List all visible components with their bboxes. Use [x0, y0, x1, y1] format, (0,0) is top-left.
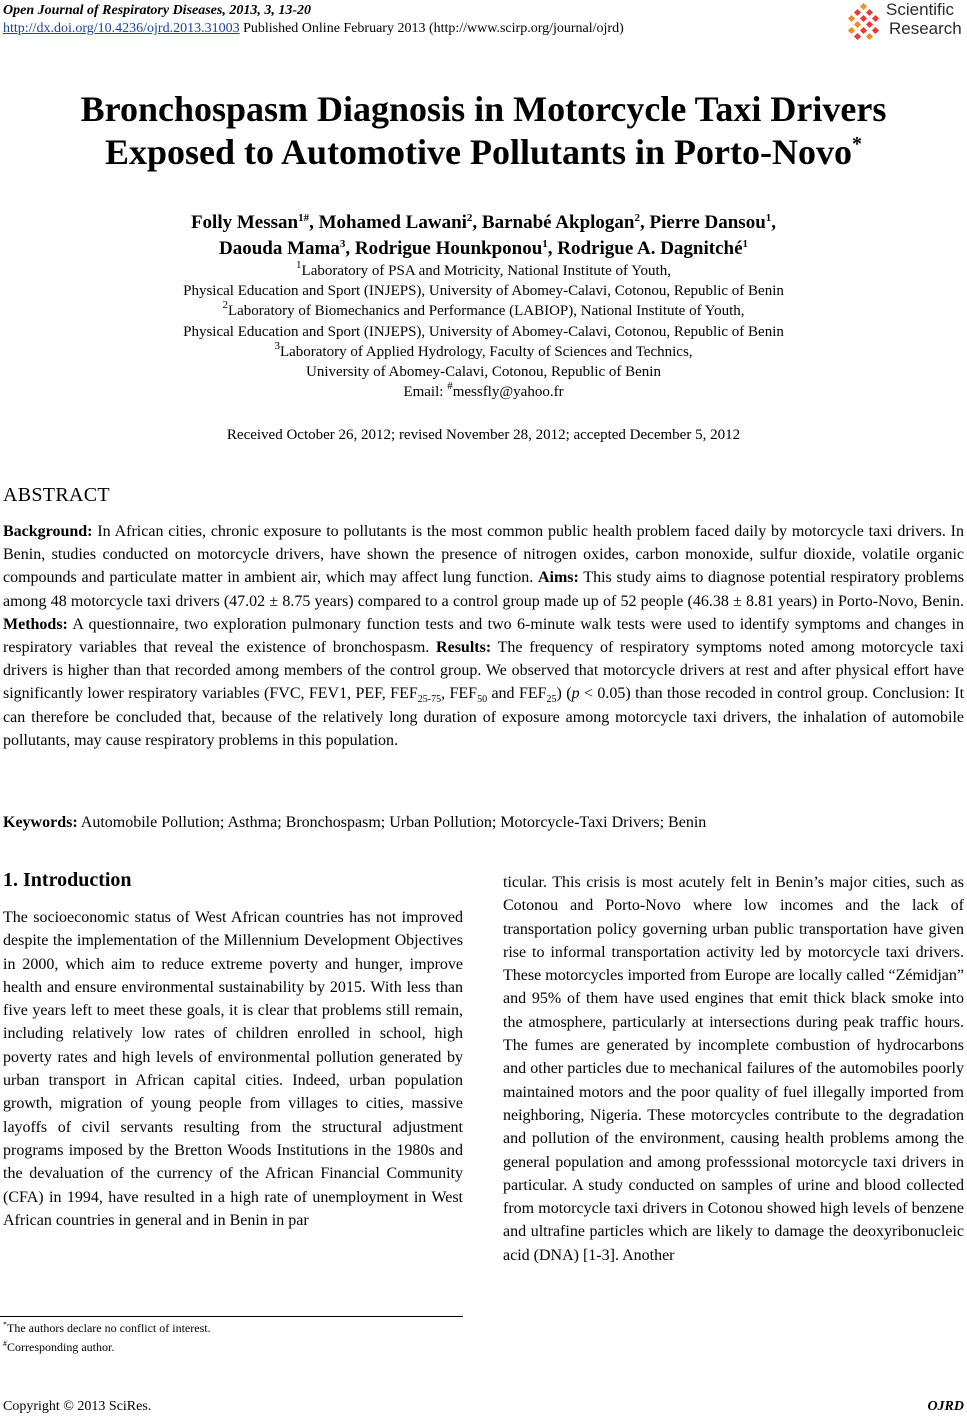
publisher-logo	[846, 0, 967, 42]
right-column-text: ticular. This crisis is most acutely felt in Benin’s major cities, such as Cotonou and Porto-Novo where low incomes and the lack of transportation policy governing urban public transportation have given rise to informal transportation activity led by motorcycle taxi drivers. These motorcycles imported from Europe are locally called “Zémidjan” and 95% of them have used engines that emit thick black smoke into the atmosphere, particularly at intersections during peak traffic hours. The fumes are generated by incomplete combustion of hydrocarbons and other particles due to mechanical failures of the automobiles poorly maintained motors and the poor quality of fuel illegally imported from neighboring, Nigeria. These motorcycles contribute to the degradation and pollution of the environment, causing health problems among the general population and among professsional motorcycle taxi drivers in particular. A study conducted on samples of urine and blood collected from motorcycle taxi drivers in Cotonou showed high levels of benzene and ultrafine particles which are likely to damage the deoxyribonucleic acid (DNA) [1-3]. Another	[503, 874, 964, 1264]
affiliation-1-cont: Physical Education and Sport (INJEPS), University of Abomey-Calavi, Cotonou, Republic of Benin	[183, 283, 784, 300]
author-line-2: Daouda Mama$^3$, Rodrigue Hounkponou$^1$, Rodrigue A. Dagnitché$^1$	[218, 238, 749, 259]
affiliation-2-cont: Physical Education and Sport (INJEPS), University of Abomey-Calavi, Cotonou, Republic of Benin	[183, 323, 784, 340]
footnote-1: *The authors declare no conflict of interest.	[3, 1320, 211, 1335]
paper-title	[0, 88, 967, 174]
footnote-divider	[0, 1316, 463, 1317]
journal-name: Open Journal of Respiratory Diseases	[3, 3, 223, 18]
journal-abbreviation: OJRD	[927, 1399, 964, 1414]
published-info: Published Online February 2013 (http://www.scirp.org/journal/ojrd)	[239, 21, 624, 36]
logo-icon	[846, 2, 882, 40]
affiliation-3: $^3$Laboratory of Applied Hydrology, Faculty of Sciences and Technics,	[274, 339, 693, 360]
email-address[interactable]: messfly@yahoo.fr	[452, 384, 564, 401]
logo-square	[860, 15, 867, 22]
volume-info: , 2013, 3, 13-20	[222, 3, 312, 18]
logo-line1: Scientific	[886, 0, 955, 19]
affiliations	[0, 261, 967, 402]
logo-square	[872, 27, 879, 34]
email-line: Email: #messfly@yahoo.fr	[403, 380, 564, 401]
publication-line	[3, 20, 624, 37]
logo-square	[854, 21, 861, 28]
abstract-heading: ABSTRACT	[3, 484, 110, 506]
footnote-2: #Corresponding author.	[3, 1339, 115, 1354]
title-line-1: Bronchospasm Diagnosis in Motorcycle Taxi Drivers	[80, 89, 887, 129]
logo-square	[866, 21, 873, 28]
logo-square	[848, 15, 855, 22]
affiliation-2: $^2$Laboratory of Biomechanics and Performance (LABIOP), National Institute of Youth,	[222, 299, 745, 320]
logo-line2: Research	[889, 19, 962, 38]
logo-square	[866, 9, 873, 16]
logo-square	[860, 27, 867, 34]
title-line-2: Exposed to Automotive Pollutants in Porto-Novo*	[105, 132, 862, 172]
logo-square	[860, 3, 867, 10]
logo-square	[848, 27, 855, 34]
journal-header	[3, 2, 311, 19]
logo-square	[866, 33, 873, 40]
logo-square	[854, 33, 861, 40]
title-footnote-mark: *	[852, 133, 862, 155]
author-line-1: Folly Messan$^{1\#}$, Mohamed Lawani$^2$, Barnabé Akplogan$^2$, Pierre Dansou$^1$,	[190, 212, 777, 233]
author-list	[0, 210, 967, 262]
affiliation-1: $^1$Laboratory of PSA and Motricity, National Institute of Youth,	[296, 259, 671, 279]
left-column-text: The socioeconomic status of West African countries has not improved despite the implementation of the Millennium Development Objectives in 2000, which aim to reduce extreme poverty and hunger, improve health and ensure environmental sustainability by 2015. With less than five years left to meet these goals, it is clear that problems still remain, including relatively low rates of children enrolled in school, high poverty rates and high levels of environmental pollution generated by urban transport in African capital cities. Indeed, urban population growth, migration of young people from villages to cities, massive layoffs of civil servants resulting from the structural adjustment programs imposed by the Bretton Woods Institutions in the 1980s and the devaluation of the currency of the African Financial Community (CFA) in 1994, have resulted in a high rate of unemployment in West African countries in general and in Benin in par	[3, 909, 463, 1229]
copyright: Copyright © 2013 SciRes.	[3, 1399, 152, 1414]
section-heading-introduction: 1. Introduction	[3, 869, 132, 891]
logo-square	[854, 9, 861, 16]
received-dates: Received October 26, 2012; revised November 28, 2012; accepted December 5, 2012	[226, 427, 741, 443]
logo-square	[872, 15, 879, 22]
doi-link[interactable]: http://dx.doi.org/10.4236/ojrd.2013.31003	[3, 21, 240, 36]
logo-text	[886, 0, 962, 38]
keywords: Keywords: Automobile Pollution; Asthma; Bronchospasm; Urban Pollution; Motorcycle-Taxi Drivers; Benin	[3, 814, 707, 831]
abstract-body: Background: In African cities, chronic exposure to pollutants is the most common public health problem faced daily by motorcycle taxi drivers. In Benin, studies conducted on motorcycle drivers, have shown the presence of nitrogen oxides, carbon monoxide, sulfur dioxide, volatile organic compounds and particulate matter in ambient air, which may affect lung function. Aims: This study aims to diagnose potential respiratory problems among 48 motorcycle taxi drivers (47.02 ± 8.75 years) compared to a control group made up of 52 people (46.38 ± 8.81 years) in Porto-Novo, Benin. Methods: A questionnaire, two exploration pulmonary function tests and two 6-minute walk tests were used to identify symptoms and changes in respiratory variables that reveal the existence of bronchospasm. Results: The frequency of respiratory symptoms noted among motorcycle taxi drivers is higher than that recorded among members of the control group. We observed that motorcycle drivers at rest and after physical effort have significantly lower respiratory variables (FVC, FEV1, PEF, $FEF_{25-75}$, $FEF_{50}$ and $FEF_{25}$) (p < 0.05) than those recoded in control group. Conclusion: It can therefore be concluded that, because of the relatively long duration of exposure among motorcycle taxi drivers, the inhalation of automobile pollutants, may cause respiratory problems in this population.	[3, 523, 965, 749]
affiliation-3-cont: University of Abomey-Calavi, Cotonou, Republic of Benin	[306, 364, 661, 381]
